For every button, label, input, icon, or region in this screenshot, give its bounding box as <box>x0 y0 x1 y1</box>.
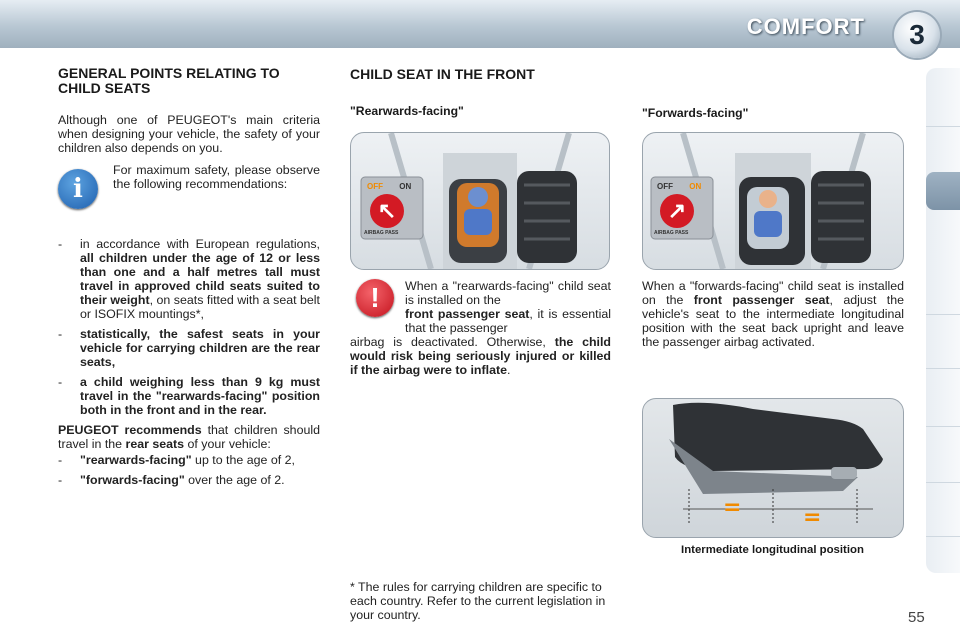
list-item: - "forwards-facing" over the age of 2. <box>58 473 285 487</box>
airbag-key-icon: ↖ <box>370 194 404 228</box>
warning-text-body: airbag is deactivated. Otherwise, the child would risk being seriously injured or killed if the airbag were to inflate. <box>350 335 611 377</box>
airbag-on-label: ON <box>399 182 412 191</box>
tab-divider <box>926 368 960 369</box>
info-icon: i <box>58 169 98 209</box>
recommendation: PEUGEOT recommends that children should travel in the rear seats of your vehicle: <box>58 423 320 451</box>
footnote: * The rules for carrying children are specific to each country. Refer to the current legislation in your country. <box>350 580 606 622</box>
forwards-text: When a "forwards-facing" child seat is installed on the front passenger seat, adjust the vehicle's seat to the intermediate longitudinal position with the seat back upright and leave the passenger airbag activated. <box>642 279 904 349</box>
airbag-off-label: OFF <box>367 182 383 191</box>
airbag-pass-label: AIRBAG PASS <box>364 230 399 236</box>
tab-divider <box>926 126 960 127</box>
section-heading: GENERAL POINTS RELATING TO CHILD SEATS <box>58 65 280 96</box>
tab-divider <box>926 536 960 537</box>
svg-text:=: = <box>723 495 742 520</box>
airbag-key-icon: ↗ <box>660 194 694 228</box>
seat-rail-illustration <box>643 399 903 537</box>
section-heading: CHILD SEAT IN THE FRONT <box>350 66 535 82</box>
rearwards-illustration <box>350 132 610 270</box>
info-note <box>58 163 320 231</box>
rearwards-title: "Rearwards-facing" <box>350 104 464 118</box>
forwards-title: "Forwards-facing" <box>642 106 749 120</box>
airbag-off-label: OFF <box>657 182 673 191</box>
warning-text-cont: front passenger seat, it is essential that the passenger <box>405 307 611 335</box>
intro-paragraph: Although one of PEUGEOT's main criteria when designing your vehicle, the safety of your children also depends on you. <box>58 113 320 155</box>
svg-text:=: = <box>803 505 822 530</box>
general-points-section <box>58 66 320 487</box>
list-item: - in accordance with European regulations, all children under the age of 12 or less than one and a half metres tall must travel in approved child seats suited to their weight, on seats fitted with a seat belt or ISOFIX mountings*, <box>58 237 321 321</box>
list-item: - statistically, the safest seats in your vehicle for carrying children are the rear seats, <box>58 327 320 369</box>
section-title: COMFORT <box>746 14 865 39</box>
seat-position-caption: Intermediate longitudinal position <box>681 544 864 556</box>
seat-position-illustration <box>642 398 904 538</box>
chapter-badge: 3 <box>894 12 940 58</box>
warning-text-top: When a "rearwards-facing" child seat is installed on the <box>405 279 611 307</box>
page-number: 55 <box>908 609 925 626</box>
airbag-on-label: ON <box>689 182 702 191</box>
airbag-pass-label: AIRBAG PASS <box>654 230 689 236</box>
warning-icon: ! <box>356 279 394 317</box>
forwards-illustration <box>642 132 904 270</box>
tab-chapter-3[interactable] <box>926 172 960 210</box>
tab-divider <box>926 426 960 427</box>
list-item: - a child weighing less than 9 kg must travel in the "rearwards-facing" position both in the front and in the rear. <box>58 375 320 417</box>
tab-divider <box>926 482 960 483</box>
list-item: - "rearwards-facing" up to the age of 2, <box>58 453 295 467</box>
tab-divider <box>926 314 960 315</box>
chapter-tabs <box>926 68 960 573</box>
info-text: For maximum safety, please observe the following recommendations: <box>113 163 320 191</box>
